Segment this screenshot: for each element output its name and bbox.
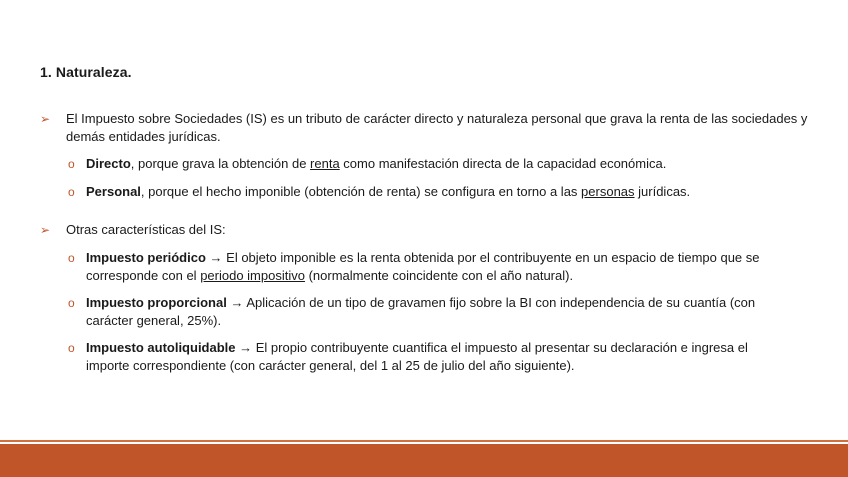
right-arrow-icon: → [230,295,244,310]
text-fragment: El objeto imponible es la renta obtenida por el contribuyente en un espacio de tiempo que se corresponde con el [86,250,760,283]
sub-text [86,249,766,285]
right-arrow-icon: → [239,340,253,355]
bullet-text: Otras características del IS: [66,222,226,237]
circle-bullet-icon: o [68,296,75,310]
term-label: Impuesto periódico [86,250,206,265]
footer-bar [0,444,848,477]
text-fragment: como manifestación directa de la capacidad económica. [339,156,667,171]
text-fragment: Aplicación de un tipo de gravamen fijo sobre la BI con independencia de su cuantía (con carácter general, 25%). [86,295,756,328]
text-fragment: El propio contribuyente cuantifica el impuesto al presentar su declaración e ingresa el importe correspondiente (con carácter general, del 1 al 25 de julio del año siguiente). [86,340,748,373]
circle-bullet-icon: o [68,341,75,355]
sub-text [86,155,766,173]
sub-text [86,339,766,375]
term-label: Personal [86,184,141,199]
underlined-term: personas [581,184,635,199]
right-arrow-icon: → [209,250,223,265]
sub-text [86,183,766,201]
text-fragment: jurídicas. [634,184,691,199]
term-label: Directo [86,156,131,171]
circle-bullet-icon: o [68,157,75,171]
circle-bullet-icon: o [68,185,75,199]
footer-divider [0,440,848,442]
underlined-term: periodo impositivo [200,268,305,283]
underlined-term: renta [310,156,340,171]
arrow-bullet-icon: ➢ [40,112,51,126]
bullet-text: El Impuesto sobre Sociedades (IS) es un tributo de carácter directo y naturaleza personal que grava la renta de las sociedades y demás entidades jurídicas. [66,111,808,144]
term-label: Impuesto autoliquidable [86,340,236,355]
section-heading: 1. Naturaleza. [40,64,132,80]
term-label: Impuesto proporcional [86,295,227,310]
text-fragment: , porque el hecho imponible (obtención de renta) se configura en torno a las [140,184,582,199]
text-fragment: , porque grava la obtención de [130,156,311,171]
arrow-bullet-icon: ➢ [40,223,51,237]
sub-text [86,294,766,330]
text-fragment: (normalmente coincidente con el año natural). [304,268,574,283]
circle-bullet-icon: o [68,251,75,265]
